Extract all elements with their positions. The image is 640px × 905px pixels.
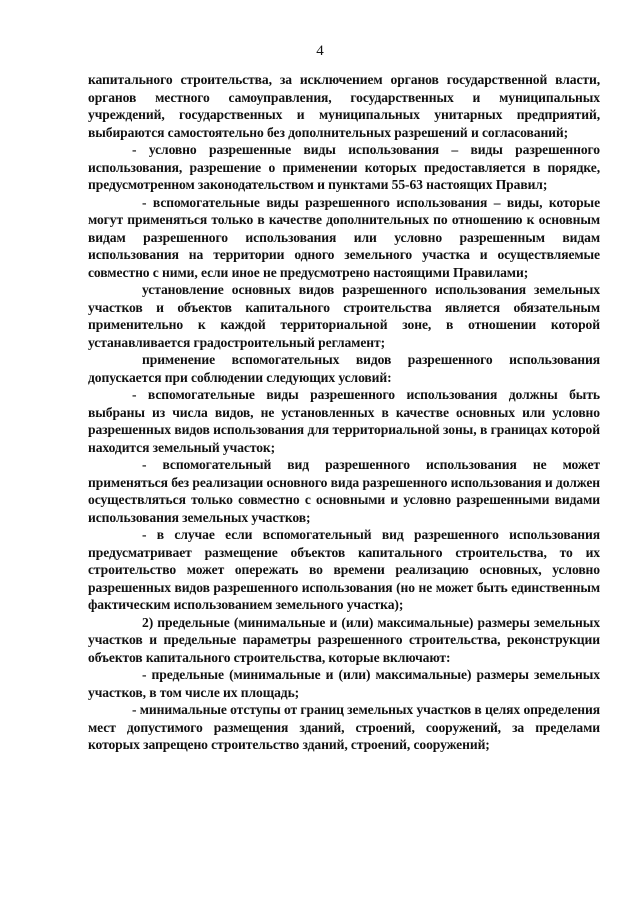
paragraph-setbacks: - минимальные отступы от границ земельных участков в целях определения мест допустимого размещения зданий, строений, сооружений, за пределами которых запрещено строительство зданий, строений, сооружений; — [88, 702, 600, 752]
paragraph-conditional-uses: - условно разрешенные виды использования – виды разрешенного использования, разрешение о применении которых предоставляется в порядке, предусмотренном законодательством и пунктами 55-63 настоящих Правил; — [88, 142, 600, 192]
paragraph-continuation: капитального строительства, за исключением органов государственной власти, органов местного самоуправления, государственных и муниципальных учреждений, государственных и муниципальных унитарных предприятий, выбираются самостоятельно без дополнительных разрешений и согласований; — [88, 72, 600, 140]
page-number: 4 — [316, 43, 324, 59]
paragraph-condition-1: - вспомогательные виды разрешенного использования должны быть выбраны из числа видов, не установленных в качестве основных или условно разрешенных видов использования для территориальной зоны, в границах которой находится земельный участок; — [88, 387, 600, 455]
paragraph-plot-sizes: - предельные (минимальные и (или) максимальные) размеры земельных участков, в том числе их площадь; — [88, 667, 600, 700]
paragraph-condition-2: - вспомогательный вид разрешенного использования не может применяться без реализации основного вида разрешенного использования и должен осуществляться только совместно с основными и условно разрешенными видами использования земельных участков; — [88, 457, 600, 525]
document-body — [88, 71, 600, 754]
paragraph-main-uses-mandatory: установление основных видов разрешенного использования земельных участков и объектов капитального строительства является обязательным применительно к каждой территориальной зоне, в отношении которой устанавливается градостроительный регламент; — [88, 282, 600, 350]
paragraph-auxiliary-conditions: применение вспомогательных видов разрешенного использования допускается при соблюдении следующих условий: — [88, 352, 600, 385]
paragraph-item-2: 2) предельные (минимальные и (или) максимальные) размеры земельных участков и предельные параметры разрешенного строительства, реконструкции объектов капитального строительства, которые включают: — [88, 614, 600, 665]
paragraph-auxiliary-uses: - вспомогательные виды разрешенного использования – виды, которые могут применяться только в качестве дополнительных по отношению к основным видам разрешенного использования или условно разрешенным видам использования на территории одного земельного участка и осуществляемые совместно с ними, если иное не предусмотрено настоящими Правилами; — [88, 194, 600, 280]
paragraph-condition-3: - в случае если вспомогательный вид разрешенного использования предусматривает размещение объектов капитального строительства, то их строительство может опережать во времени реализацию основных, условно разрешенных видов разрешенного использования (но не может быть единственным фактическим использованием земельного участка); — [88, 527, 600, 612]
